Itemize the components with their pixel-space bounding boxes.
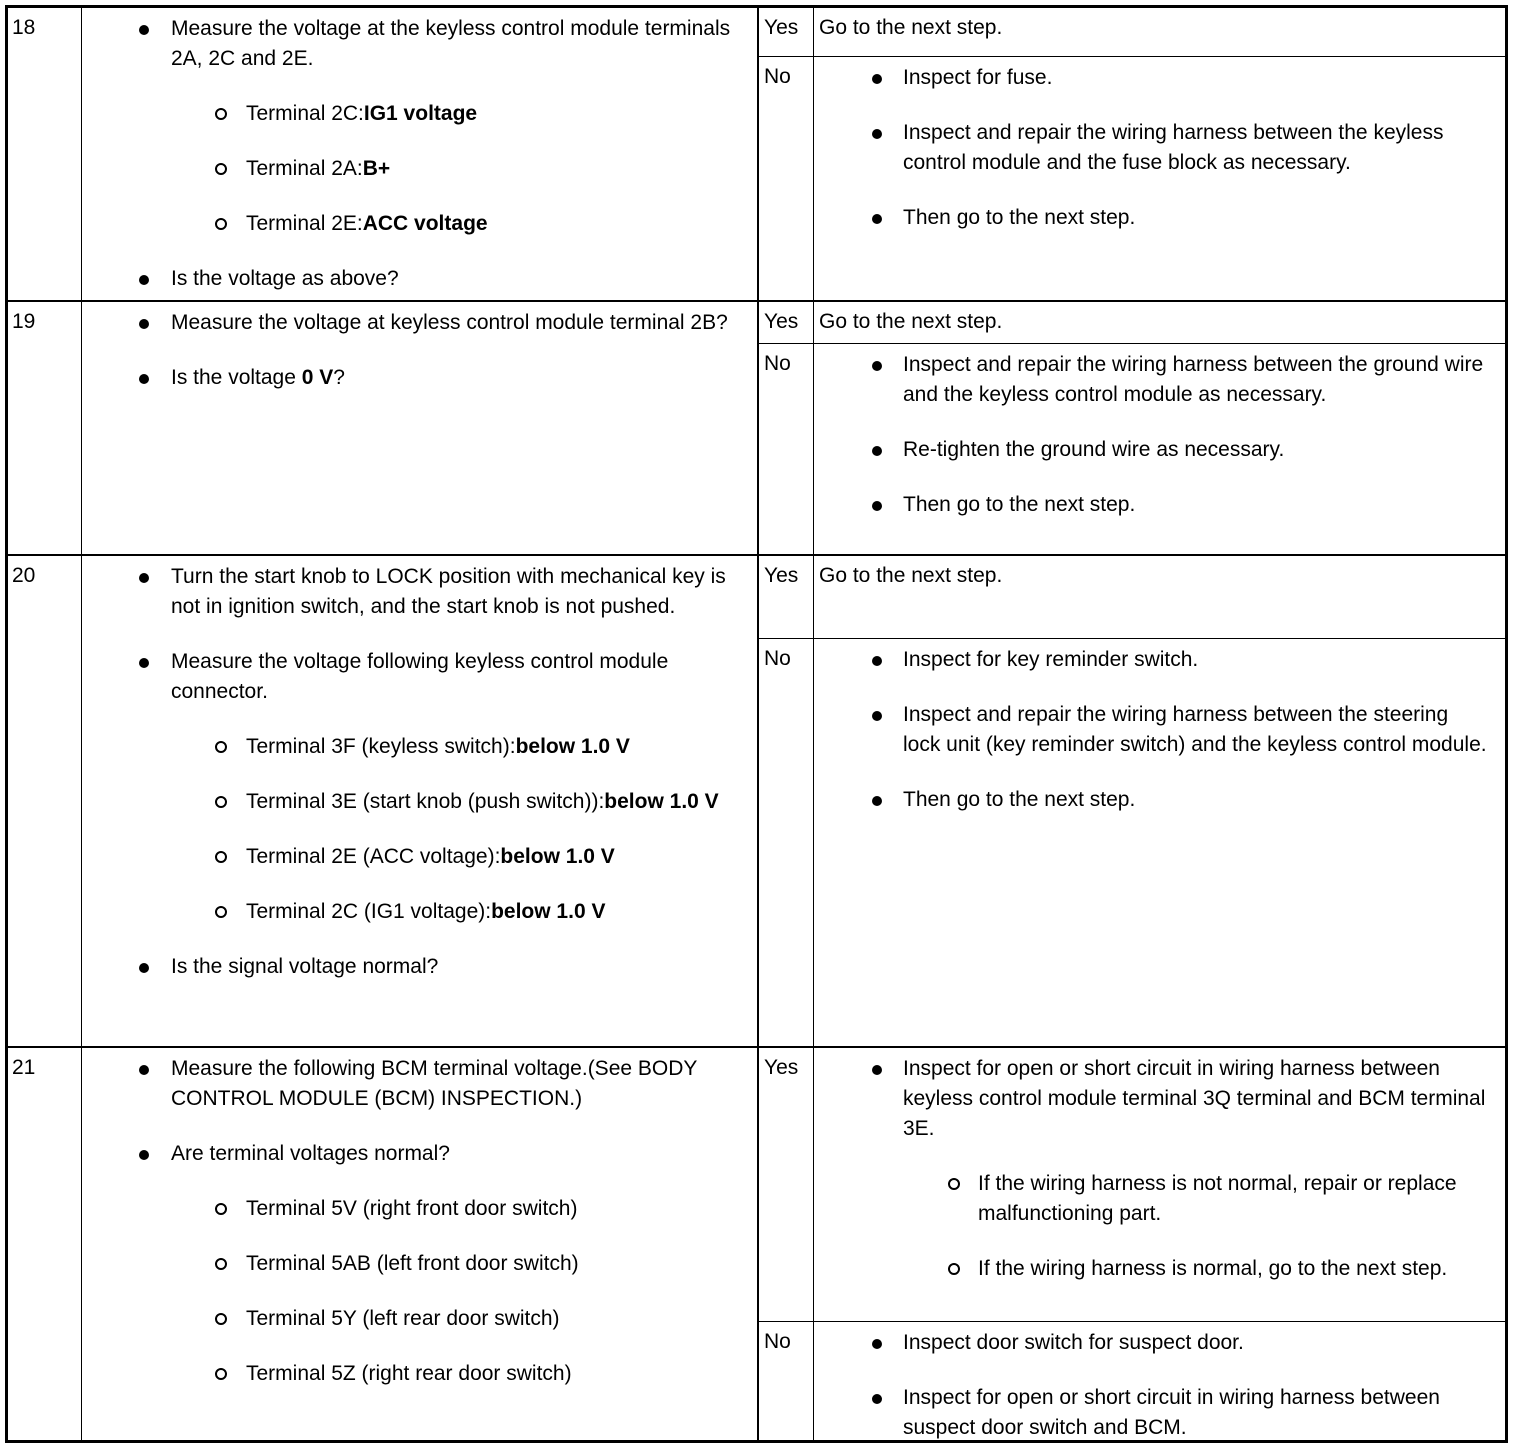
no-result [759,638,1505,1046]
list-item: Terminal 5Z (right rear door switch) [82,1359,747,1389]
yes-result [759,8,1505,56]
action-cell [82,302,759,554]
list-item: Terminal 2C (IG1 voltage):below 1.0 V [82,897,747,927]
bullet-icon [872,446,882,456]
no-text-cell [814,1322,1505,1440]
bullet-icon [872,74,882,84]
list-item: Inspect for open or short circuit in wiring harness between suspect door switch and BCM. [814,1383,1491,1443]
list-item: Inspect for fuse. [814,63,1491,93]
bullet-icon [139,1150,149,1160]
list-item: Then go to the next step. [814,490,1491,520]
list-item: If the wiring harness is normal, go to the next step. [814,1254,1491,1284]
no-label: No [759,639,814,1046]
diagnostic-table [5,5,1508,1443]
list-item: Terminal 5AB (left front door switch) [82,1249,747,1279]
bullet-icon [139,374,149,384]
list-item: Terminal 5V (right front door switch) [82,1194,747,1224]
step-number: 19 [8,302,82,554]
yes-text-cell: Go to the next step. [819,564,1003,587]
no-label: No [759,344,814,554]
no-text-cell [814,639,1505,1046]
action-cell [82,556,759,1046]
list-item: Are terminal voltages normal? [82,1139,747,1169]
list-item: Measure the following BCM terminal voltage.(See BODY CONTROL MODULE (BCM) INSPECTION.) [82,1054,747,1114]
bullet-icon [872,129,882,139]
bullet-icon [139,963,149,973]
bullet-icon [872,796,882,806]
step-row-18 [8,8,1505,300]
step-row-21 [8,1046,1505,1440]
circle-bullet-icon [215,851,227,863]
no-result [759,1321,1505,1440]
no-text-cell [814,344,1505,554]
list-item: Measure the voltage following keyless control module connector. [82,647,747,707]
list-item: Terminal 3F (keyless switch):below 1.0 V [82,732,747,762]
circle-bullet-icon [215,1368,227,1380]
bullet-icon [139,573,149,583]
list-item: Measure the voltage at the keyless control module terminals 2A, 2C and 2E. [82,14,747,74]
yes-label: Yes [759,302,814,343]
list-item: Is the signal voltage normal? [82,952,747,982]
circle-bullet-icon [215,1258,227,1270]
bullet-icon [872,711,882,721]
list-item: Inspect door switch for suspect door. [814,1328,1491,1358]
bullet-icon [139,25,149,35]
step-row-20 [8,554,1505,1046]
circle-bullet-icon [948,1263,960,1275]
list-item: Then go to the next step. [814,203,1491,233]
list-item: Measure the voltage at keyless control module terminal 2B? [82,308,747,338]
list-item: Inspect and repair the wiring harness between the keyless control module and the fuse block as necessary. [814,118,1491,178]
bullet-icon [872,1339,882,1349]
bullet-icon [139,658,149,668]
list-item: Re-tighten the ground wire as necessary. [814,435,1491,465]
no-result [759,343,1505,554]
yes-text-cell: Go to the next step. [819,16,1003,39]
circle-bullet-icon [215,741,227,753]
list-item: Inspect for key reminder switch. [814,645,1491,675]
yes-text-cell: Go to the next step. [819,310,1003,333]
step-number: 21 [8,1048,82,1440]
bullet-icon [139,319,149,329]
yes-label: Yes [759,556,814,638]
no-result [759,56,1505,300]
list-item: Terminal 2C:IG1 voltage [82,99,747,129]
list-item: Terminal 2A:B+ [82,154,747,184]
circle-bullet-icon [215,218,227,230]
list-item: Inspect and repair the wiring harness between the steering lock unit (key reminder switch) and the keyless control module. [814,700,1491,760]
list-item: Terminal 2E:ACC voltage [82,209,747,239]
list-item: Terminal 5Y (left rear door switch) [82,1304,747,1334]
list-item: Is the voltage as above? [82,264,747,294]
bullet-icon [872,1394,882,1404]
circle-bullet-icon [215,906,227,918]
circle-bullet-icon [948,1178,960,1190]
list-item: Terminal 2E (ACC voltage):below 1.0 V [82,842,747,872]
step-number: 20 [8,556,82,1046]
list-item: Terminal 3E (start knob (push switch)):below 1.0 V [82,787,747,817]
no-label: No [759,1322,814,1440]
list-item: Inspect for open or short circuit in wiring harness between keyless control module terminal 3Q terminal and BCM terminal 3E. [814,1054,1491,1144]
bullet-icon [872,656,882,666]
step-number: 18 [8,8,82,300]
no-text-cell [814,57,1505,300]
step-row-19 [8,300,1505,554]
circle-bullet-icon [215,163,227,175]
bullet-icon [872,361,882,371]
bullet-icon [139,1065,149,1075]
yes-label: Yes [759,1048,814,1321]
yes-label: Yes [759,8,814,56]
circle-bullet-icon [215,796,227,808]
list-item: Is the voltage 0 V? [82,363,747,393]
circle-bullet-icon [215,108,227,120]
list-item: Then go to the next step. [814,785,1491,815]
bullet-icon [872,1065,882,1075]
list-item: Inspect and repair the wiring harness between the ground wire and the keyless control module as necessary. [814,350,1491,410]
bullet-icon [872,501,882,511]
action-cell [82,8,759,300]
circle-bullet-icon [215,1203,227,1215]
bullet-icon [139,275,149,285]
yes-result [759,556,1505,638]
bullet-icon [872,214,882,224]
yes-result [759,302,1505,343]
list-item: Turn the start knob to LOCK position with mechanical key is not in ignition switch, and the start knob is not pushed. [82,562,747,622]
yes-text-cell [814,1048,1505,1321]
action-cell [82,1048,759,1440]
yes-result [759,1048,1505,1321]
no-label: No [759,57,814,300]
list-item: If the wiring harness is not normal, repair or replace malfunctioning part. [814,1169,1491,1229]
circle-bullet-icon [215,1313,227,1325]
